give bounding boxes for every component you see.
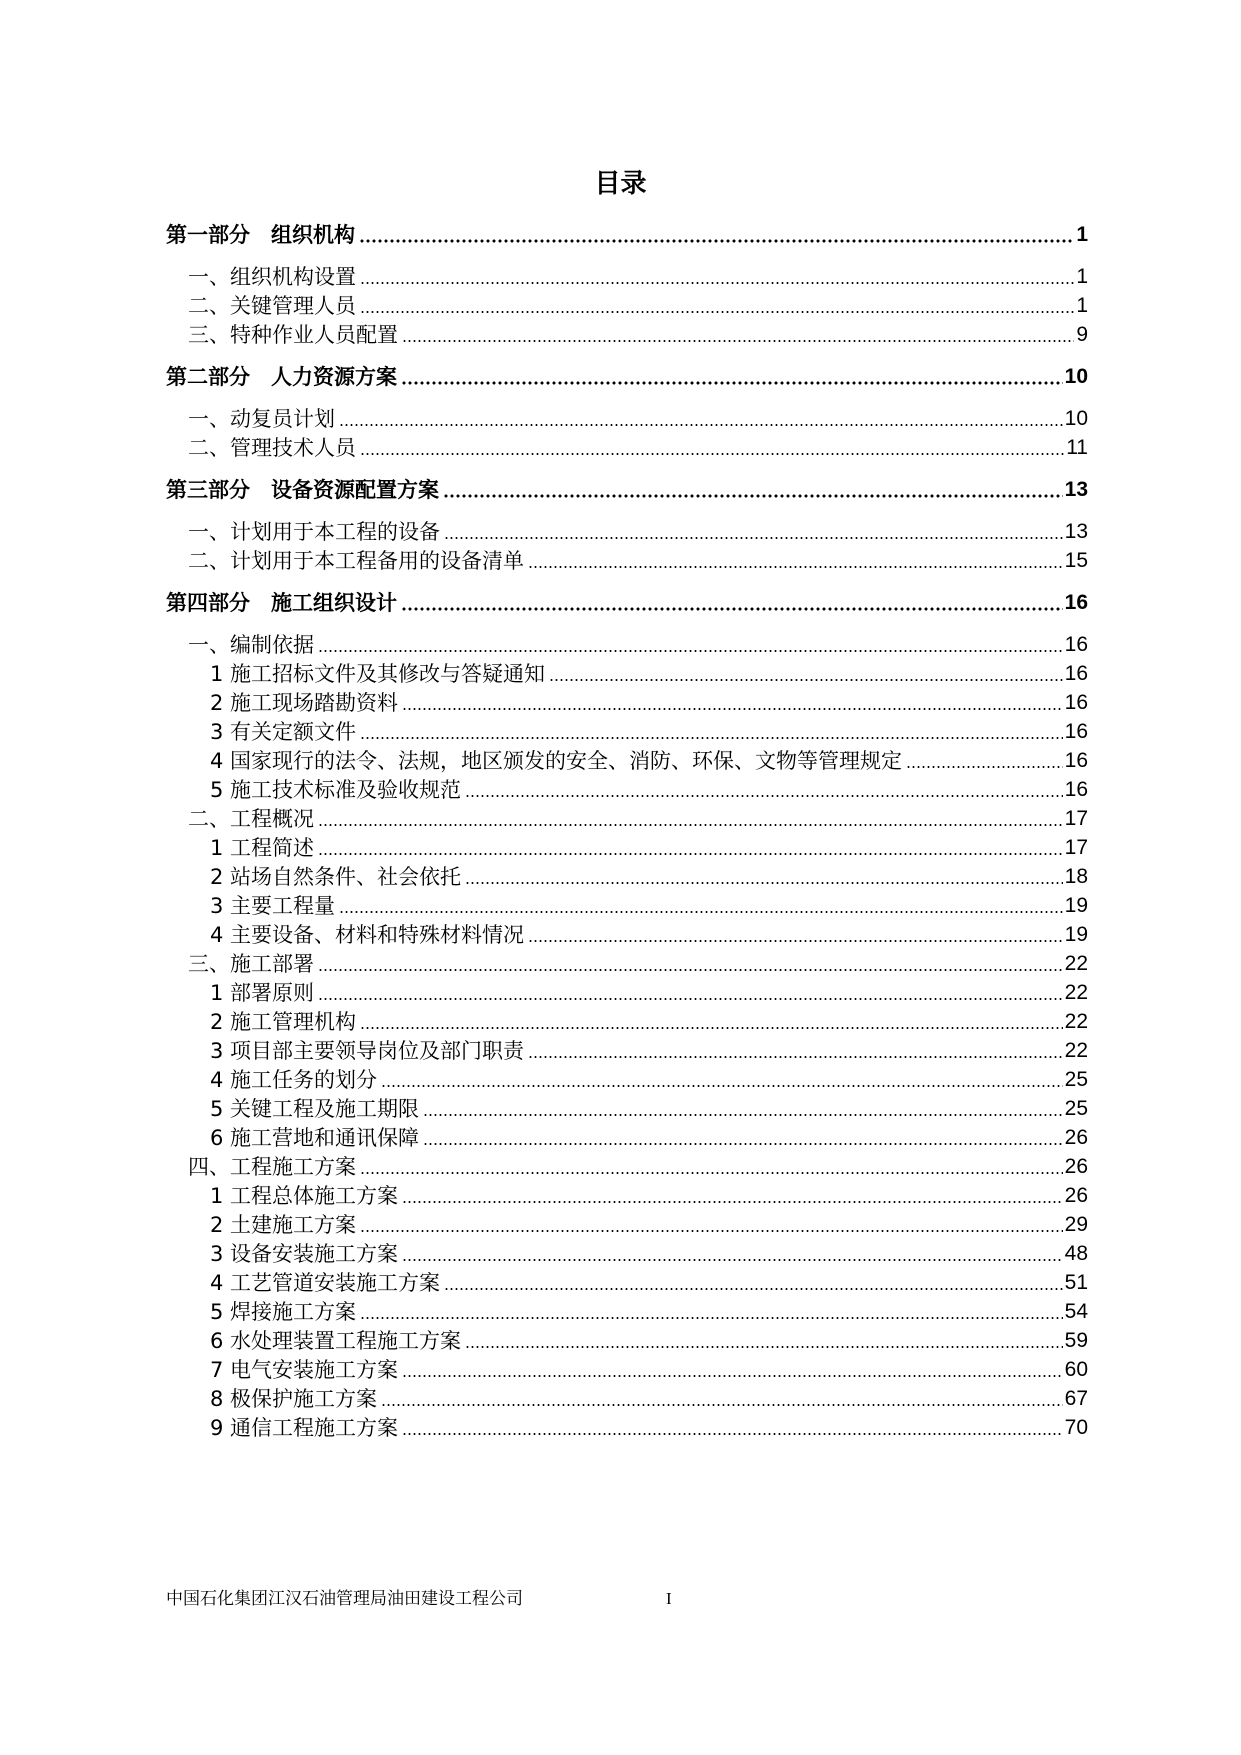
toc-entry-sub[interactable]	[210, 1384, 1088, 1412]
toc-leader-dots	[423, 1113, 1063, 1117]
toc-entry-section[interactable]	[188, 291, 1088, 319]
toc-entry-page-number: 1	[1076, 223, 1088, 246]
page-title: 目录	[594, 169, 647, 199]
toc-entry-sub[interactable]	[210, 1297, 1088, 1325]
toc-entry-sub[interactable]	[210, 862, 1088, 890]
toc-entry-sub[interactable]	[210, 978, 1088, 1006]
toc-entry-page-number: 70	[1064, 1416, 1088, 1439]
toc-leader-dots	[443, 494, 1063, 498]
toc-entry-page-number: 18	[1064, 865, 1088, 888]
toc-entry-page-number: 22	[1064, 981, 1088, 1004]
toc-entry-sub[interactable]	[210, 688, 1088, 716]
toc-entry-sub[interactable]	[210, 1326, 1088, 1354]
toc-leader-dots	[528, 939, 1063, 943]
toc-entry-page-number: 1	[1076, 265, 1088, 288]
toc-leader-dots	[318, 649, 1063, 653]
toc-entry-label: 3 项目部主要领导岗位及部门职责	[210, 1039, 525, 1063]
toc-leader-dots	[444, 536, 1063, 540]
toc-entry-part[interactable]	[166, 220, 1088, 248]
toc-entry-label: 4 工艺管道安装施工方案	[210, 1271, 441, 1295]
toc-entry-label: 二、关键管理人员	[188, 294, 356, 318]
toc-leader-dots	[528, 565, 1063, 569]
toc-entry-page-number: 17	[1064, 836, 1088, 859]
toc-entry-label: 一、组织机构设置	[188, 265, 356, 289]
toc-entry-section[interactable]	[188, 804, 1088, 832]
toc-leader-dots	[360, 1026, 1063, 1030]
toc-entry-label: 4 主要设备、材料和特殊材料情况	[210, 923, 525, 947]
toc-entry-label: 一、计划用于本工程的设备	[188, 520, 440, 544]
toc-entry-sub[interactable]	[210, 1413, 1088, 1441]
toc-leader-dots	[528, 1055, 1063, 1059]
toc-entry-page-number: 25	[1064, 1097, 1088, 1120]
toc-entry-label: 二、管理技术人员	[188, 436, 356, 460]
footer-organization: 中国石化集团江汉石油管理局油田建设工程公司	[166, 1589, 523, 1609]
toc-leader-dots	[906, 765, 1063, 769]
toc-entry-page-number: 26	[1064, 1155, 1088, 1178]
toc-entry-label: 5 关键工程及施工期限	[210, 1097, 420, 1121]
toc-entry-sub[interactable]	[210, 1355, 1088, 1383]
toc-entry-sub[interactable]	[210, 1036, 1088, 1064]
toc-entry-sub[interactable]	[210, 659, 1088, 687]
toc-entry-section[interactable]	[188, 630, 1088, 658]
toc-entry-label: 第一部分 组织机构	[166, 223, 355, 247]
toc-entry-page-number: 22	[1064, 952, 1088, 975]
toc-entry-page-number: 25	[1064, 1068, 1088, 1091]
toc-entry-sub[interactable]	[210, 1210, 1088, 1238]
toc-entry-section[interactable]	[188, 262, 1088, 290]
toc-entry-section[interactable]	[188, 404, 1088, 432]
toc-leader-dots	[402, 339, 1074, 343]
toc-entry-sub[interactable]	[210, 1007, 1088, 1035]
toc-entry-sub[interactable]	[210, 833, 1088, 861]
toc-entry-page-number: 19	[1064, 894, 1088, 917]
toc-entry-part[interactable]	[166, 362, 1088, 390]
toc-entry-label: 三、特种作业人员配置	[188, 323, 398, 347]
toc-entry-label: 第四部分 施工组织设计	[166, 591, 397, 615]
toc-entry-page-number: 51	[1064, 1271, 1088, 1294]
toc-entry-sub[interactable]	[210, 746, 1088, 774]
toc-leader-dots	[444, 1287, 1063, 1291]
toc-entry-page-number: 11	[1066, 436, 1088, 459]
toc-entry-label: 二、计划用于本工程备用的设备清单	[188, 549, 524, 573]
toc-entry-page-number: 16	[1064, 633, 1088, 656]
toc-leader-dots	[360, 281, 1074, 285]
toc-entry-label: 2 土建施工方案	[210, 1213, 357, 1237]
toc-leader-dots	[465, 794, 1063, 798]
toc-entry-page-number: 16	[1064, 662, 1088, 685]
toc-entry-label: 3 有关定额文件	[210, 720, 357, 744]
toc-entry-label: 1 施工招标文件及其修改与答疑通知	[210, 662, 546, 686]
toc-entry-page-number: 26	[1064, 1126, 1088, 1149]
footer-page-number: I	[666, 1589, 672, 1608]
toc-entry-section[interactable]	[188, 546, 1088, 574]
toc-entry-section[interactable]	[188, 949, 1088, 977]
toc-entry-page-number: 16	[1064, 591, 1088, 614]
toc-leader-dots	[360, 736, 1063, 740]
toc-entry-label: 二、工程概况	[188, 807, 314, 831]
toc-leader-dots	[360, 1316, 1063, 1320]
toc-entry-sub[interactable]	[210, 920, 1088, 948]
toc-entry-page-number: 9	[1076, 323, 1088, 346]
toc-entry-page-number: 19	[1064, 923, 1088, 946]
toc-entry-label: 9 通信工程施工方案	[210, 1416, 399, 1440]
toc-entry-sub[interactable]	[210, 891, 1088, 919]
toc-leader-dots	[402, 1374, 1063, 1378]
toc-entry-label: 第二部分 人力资源方案	[166, 365, 397, 389]
toc-entry-page-number: 67	[1064, 1387, 1088, 1410]
toc-entry-label: 3 主要工程量	[210, 894, 336, 918]
toc-leader-dots	[402, 1200, 1063, 1204]
toc-entry-label: 三、施工部署	[188, 952, 314, 976]
toc-leader-dots	[339, 910, 1063, 914]
toc-leader-dots	[381, 1403, 1063, 1407]
toc-entry-sub[interactable]	[210, 775, 1088, 803]
toc-entry-page-number: 13	[1064, 478, 1088, 501]
toc-entry-page-number: 22	[1064, 1039, 1088, 1062]
toc-entry-sub[interactable]	[210, 1123, 1088, 1151]
toc-entry-label: 2 施工管理机构	[210, 1010, 357, 1034]
toc-entry-part[interactable]	[166, 588, 1088, 616]
toc-leader-dots	[402, 1432, 1063, 1436]
toc-leader-dots	[318, 852, 1063, 856]
toc-entry-label: 5 焊接施工方案	[210, 1300, 357, 1324]
toc-leader-dots	[360, 1229, 1063, 1233]
toc-leader-dots	[465, 881, 1063, 885]
toc-entry-label: 4 国家现行的法令、法规，地区颁发的安全、消防、环保、文物等管理规定	[210, 749, 903, 773]
toc-leader-dots	[401, 381, 1063, 385]
toc-entry-page-number: 17	[1064, 807, 1088, 830]
toc-entry-page-number: 16	[1064, 749, 1088, 772]
toc-leader-dots	[318, 997, 1063, 1001]
toc-leader-dots	[381, 1084, 1063, 1088]
toc-entry-label: 1 工程总体施工方案	[210, 1184, 399, 1208]
toc-entry-section[interactable]	[188, 433, 1088, 461]
toc-entry-page-number: 54	[1064, 1300, 1088, 1323]
toc-entry-page-number: 10	[1064, 365, 1088, 388]
toc-entry-page-number: 60	[1064, 1358, 1088, 1381]
toc-entry-label: 7 电气安装施工方案	[210, 1358, 399, 1382]
toc-entry-page-number: 1	[1076, 294, 1088, 317]
toc-entry-label: 1 部署原则	[210, 981, 315, 1005]
toc-entry-page-number: 22	[1064, 1010, 1088, 1033]
toc-leader-dots	[549, 678, 1063, 682]
toc-entry-sub[interactable]	[210, 1239, 1088, 1267]
toc-entry-sub[interactable]	[210, 1065, 1088, 1093]
toc-entry-part[interactable]	[166, 475, 1088, 503]
toc-entry-page-number: 10	[1064, 407, 1088, 430]
toc-leader-dots	[360, 452, 1064, 456]
toc-entry-sub[interactable]	[210, 1094, 1088, 1122]
toc-entry-label: 1 工程简述	[210, 836, 315, 860]
toc-leader-dots	[360, 310, 1074, 314]
toc-leader-dots	[423, 1142, 1063, 1146]
toc-entry-label: 一、动复员计划	[188, 407, 335, 431]
toc-entry-page-number: 26	[1064, 1184, 1088, 1207]
toc-entry-label: 6 施工营地和通讯保障	[210, 1126, 420, 1150]
toc-leader-dots	[318, 823, 1063, 827]
toc-entry-label: 四、工程施工方案	[188, 1155, 356, 1179]
toc-entry-section[interactable]	[188, 517, 1088, 545]
toc-leader-dots	[401, 607, 1063, 611]
toc-entry-page-number: 16	[1064, 720, 1088, 743]
toc-entry-label: 第三部分 设备资源配置方案	[166, 478, 439, 502]
toc-entry-page-number: 59	[1064, 1329, 1088, 1352]
toc-entry-sub[interactable]	[210, 1268, 1088, 1296]
toc-entry-sub[interactable]	[210, 717, 1088, 745]
toc-entry-label: 一、编制依据	[188, 633, 314, 657]
toc-entry-label: 6 水处理装置工程施工方案	[210, 1329, 462, 1353]
toc-entry-page-number: 16	[1064, 691, 1088, 714]
toc-entry-label: 8 极保护施工方案	[210, 1387, 378, 1411]
toc-entry-section[interactable]	[188, 1152, 1088, 1180]
toc-leader-dots	[360, 1171, 1063, 1175]
toc-entry-page-number: 16	[1064, 778, 1088, 801]
toc-entry-page-number: 29	[1064, 1213, 1088, 1236]
toc-entry-sub[interactable]	[210, 1181, 1088, 1209]
toc-entry-page-number: 48	[1064, 1242, 1088, 1265]
toc-leader-dots	[359, 239, 1074, 243]
toc-entry-page-number: 13	[1064, 520, 1088, 543]
toc-entry-label: 5 施工技术标准及验收规范	[210, 778, 462, 802]
toc-entry-section[interactable]	[188, 320, 1088, 348]
toc-leader-dots	[318, 968, 1063, 972]
toc-entry-label: 3 设备安装施工方案	[210, 1242, 399, 1266]
toc-leader-dots	[402, 707, 1063, 711]
toc-entry-label: 2 站场自然条件、社会依托	[210, 865, 462, 889]
toc-entry-label: 4 施工任务的划分	[210, 1068, 378, 1092]
toc-leader-dots	[465, 1345, 1063, 1349]
toc-leader-dots	[402, 1258, 1063, 1262]
toc-entry-page-number: 15	[1064, 549, 1088, 572]
toc-leader-dots	[339, 423, 1063, 427]
toc-entry-label: 2 施工现场踏勘资料	[210, 691, 399, 715]
